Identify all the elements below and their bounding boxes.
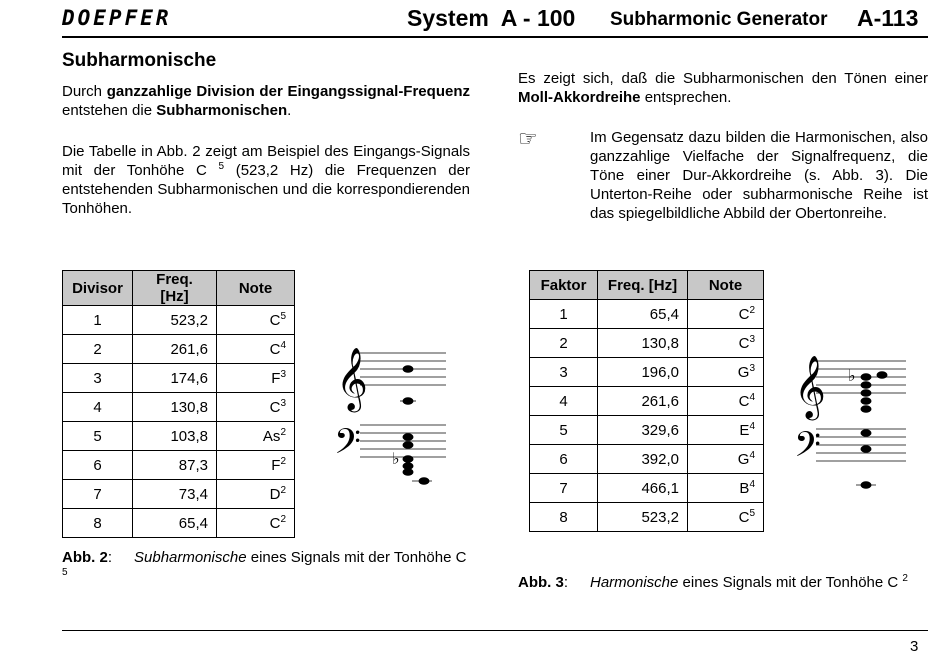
figure-3-caption xyxy=(518,573,930,592)
table-header-row xyxy=(63,271,295,306)
text: entstehen die xyxy=(62,102,157,119)
harmonics-staff-notation xyxy=(790,345,910,495)
cell-index: 8 xyxy=(530,503,598,532)
table-row xyxy=(530,387,764,416)
cell-frequency: 65,4 xyxy=(133,509,217,538)
note-g3 xyxy=(861,429,872,437)
cell-note xyxy=(217,335,295,364)
cell-note xyxy=(688,329,764,358)
label-text: Abb. 2 xyxy=(62,549,108,566)
table-description-paragraph xyxy=(62,142,470,218)
cell-frequency: 466,1 xyxy=(598,474,688,503)
label-colon: : xyxy=(107,549,113,566)
cell-note xyxy=(688,387,764,416)
label-text: Abb. 3 xyxy=(518,574,564,591)
note-name: F xyxy=(271,369,281,387)
table-row xyxy=(530,445,764,474)
note-name: C xyxy=(738,334,750,352)
note-c5 xyxy=(861,397,872,405)
cell-frequency: 523,2 xyxy=(598,503,688,532)
label-colon: : xyxy=(563,574,569,591)
header-divider xyxy=(62,36,928,38)
cell-note xyxy=(217,451,295,480)
bold-text: Subharmonischen xyxy=(156,102,288,119)
note-d2 xyxy=(403,468,414,476)
cell-frequency: 73,4 xyxy=(133,480,217,509)
cell-frequency: 65,4 xyxy=(598,300,688,329)
table-row xyxy=(63,451,295,480)
column-header: Note xyxy=(217,271,295,306)
page-number: 3 xyxy=(910,638,919,655)
cell-index: 2 xyxy=(63,335,133,364)
table-row xyxy=(63,422,295,451)
note-c3 xyxy=(861,445,872,453)
cell-frequency: 130,8 xyxy=(133,393,217,422)
table-row xyxy=(63,335,295,364)
superscript: 5 xyxy=(218,161,225,172)
cell-note xyxy=(217,364,295,393)
cell-index: 1 xyxy=(63,306,133,335)
text: Die Tabelle in Abb. 2 zeigt am Beispiel des Eingangs-Signals mit der Tonhöhe C xyxy=(62,143,470,179)
cell-note xyxy=(217,480,295,509)
minor-chord-paragraph xyxy=(518,69,928,107)
cell-note xyxy=(688,474,764,503)
note-c2 xyxy=(861,481,872,489)
note-g3-upper xyxy=(861,405,872,413)
note-name: C xyxy=(269,340,281,358)
column-header: Note xyxy=(688,271,764,300)
intro-paragraph xyxy=(62,82,470,120)
treble-clef-icon: 𝄞 xyxy=(336,347,368,410)
text: Es zeigt sich, daß die Subharmonischen den Tönen einer xyxy=(518,70,928,87)
column-header: Faktor xyxy=(530,271,598,300)
cell-index: 3 xyxy=(63,364,133,393)
note-name: As xyxy=(262,427,281,445)
cell-note xyxy=(688,358,764,387)
text: . xyxy=(287,102,292,119)
note-name: B xyxy=(739,479,750,497)
cell-frequency: 174,6 xyxy=(133,364,217,393)
harmonics-table xyxy=(529,270,764,532)
note-f3 xyxy=(403,433,414,441)
note-octave: 3 xyxy=(749,333,755,345)
table-row xyxy=(63,509,295,538)
harmonics-note-paragraph: Im Gegensatz dazu bilden die Harmonischen, also ganzzahlige Vielfache der Signalfrequenz, die Töne einer Dur-Akkordreihe (s. Abb. 3). Die Unterton-Reihe oder subharmonische Reihe ist das spiegelbildliche Abbild der Obertonreihe. xyxy=(590,129,928,222)
note-octave: 3 xyxy=(280,368,286,380)
cell-note xyxy=(217,422,295,451)
cell-note xyxy=(217,393,295,422)
note-octave: 4 xyxy=(749,420,755,432)
cell-frequency: 196,0 xyxy=(598,358,688,387)
note-c5 xyxy=(403,365,414,373)
module-number: A-113 xyxy=(857,5,919,31)
cell-index: 4 xyxy=(530,387,598,416)
note-name: G xyxy=(737,363,750,381)
cell-frequency: 261,6 xyxy=(133,335,217,364)
column-header: Freq. [Hz] xyxy=(133,271,217,306)
column-header: Freq. [Hz] xyxy=(598,271,688,300)
table-header-row xyxy=(530,271,764,300)
cell-index: 6 xyxy=(530,445,598,474)
cell-frequency: 523,2 xyxy=(133,306,217,335)
superscript: 2 xyxy=(902,573,908,584)
module-subtitle: Subharmonic Generator xyxy=(610,9,828,30)
text: entsprechen. xyxy=(640,89,732,106)
note-name: C xyxy=(269,398,281,416)
superscript: 5 xyxy=(62,567,68,578)
note-name: G xyxy=(737,450,750,468)
note-g4 xyxy=(861,373,872,381)
subharmonics-staff-notation xyxy=(330,335,450,495)
section-heading: Subharmonische xyxy=(62,50,217,71)
note-octave: 4 xyxy=(749,449,755,461)
cell-index: 7 xyxy=(530,474,598,503)
table-row xyxy=(63,364,295,393)
system-title: System A - 100 xyxy=(407,5,576,31)
table-row xyxy=(530,329,764,358)
italic-text: Harmonische xyxy=(590,574,679,591)
note-name: C xyxy=(738,305,750,323)
cell-note xyxy=(688,445,764,474)
note-c3 xyxy=(403,441,414,449)
table-row xyxy=(63,480,295,509)
treble-clef-icon: 𝄞 xyxy=(794,355,826,418)
note-c4 xyxy=(403,397,414,405)
bold-text: ganzzahlige Division der Eingangssignal-Frequenz xyxy=(106,83,470,100)
note-octave: 2 xyxy=(280,426,286,438)
note-name: C xyxy=(738,508,750,526)
italic-text: Subharmonische xyxy=(134,549,247,566)
note-e4 xyxy=(861,381,872,389)
note-octave: 4 xyxy=(749,478,755,490)
footer-divider xyxy=(62,630,928,631)
table-row xyxy=(63,393,295,422)
note-octave: 2 xyxy=(280,513,286,525)
cell-frequency: 103,8 xyxy=(133,422,217,451)
text: eines Signals mit der Tonhöhe C xyxy=(678,574,903,591)
cell-index: 6 xyxy=(63,451,133,480)
caption-label xyxy=(62,548,134,567)
cell-index: 5 xyxy=(63,422,133,451)
caption-label xyxy=(518,573,590,592)
subharmonics-table xyxy=(62,270,295,538)
note-octave: 3 xyxy=(280,397,286,409)
cell-note xyxy=(688,416,764,445)
bass-staff-lines xyxy=(360,425,446,457)
text: eines Signals mit der Tonhöhe C xyxy=(246,549,467,566)
note-name: C xyxy=(738,392,750,410)
figure-2-caption xyxy=(62,548,472,586)
table-row xyxy=(530,358,764,387)
table-row xyxy=(63,306,295,335)
text: (523,2 Hz) die Frequenzen der entstehenden Subharmonischen und die korrespondierenden Tonhöhen. xyxy=(62,162,470,217)
flat-sign-icon: ♭ xyxy=(848,366,856,385)
note-octave: 3 xyxy=(749,362,755,374)
bass-clef-icon: 𝄢 xyxy=(334,421,362,470)
column-header: Divisor xyxy=(63,271,133,306)
table-row xyxy=(530,300,764,329)
note-name: C xyxy=(269,311,281,329)
note-octave: 2 xyxy=(280,455,286,467)
note-as2 xyxy=(403,455,414,463)
note-c4 xyxy=(861,389,872,397)
table-row xyxy=(530,416,764,445)
note-name: F xyxy=(271,456,281,474)
note-octave: 5 xyxy=(280,310,286,322)
text: Durch xyxy=(62,83,107,100)
cell-note xyxy=(217,306,295,335)
cell-index: 2 xyxy=(530,329,598,358)
cell-index: 8 xyxy=(63,509,133,538)
note-octave: 5 xyxy=(749,507,755,519)
note-b4 xyxy=(877,371,888,379)
cell-frequency: 261,6 xyxy=(598,387,688,416)
cell-index: 4 xyxy=(63,393,133,422)
note-name: E xyxy=(739,421,750,439)
table-row xyxy=(530,474,764,503)
pointing-hand-icon: ☞ xyxy=(518,126,538,151)
note-name: C xyxy=(269,514,281,532)
cell-index: 3 xyxy=(530,358,598,387)
cell-index: 1 xyxy=(530,300,598,329)
bass-clef-icon: 𝄢 xyxy=(794,424,822,473)
cell-frequency: 130,8 xyxy=(598,329,688,358)
table-row xyxy=(530,503,764,532)
doepfer-logo: DOEPFER xyxy=(62,6,172,30)
cell-index: 7 xyxy=(63,480,133,509)
note-octave: 4 xyxy=(749,391,755,403)
note-octave: 2 xyxy=(749,304,755,316)
cell-frequency: 392,0 xyxy=(598,445,688,474)
flat-sign-icon: ♭ xyxy=(392,449,400,468)
bold-text: Moll-Akkordreihe xyxy=(518,89,641,106)
note-octave: 4 xyxy=(280,339,286,351)
cell-frequency: 329,6 xyxy=(598,416,688,445)
note-octave: 2 xyxy=(280,484,286,496)
cell-note xyxy=(217,509,295,538)
cell-note xyxy=(688,503,764,532)
note-c2 xyxy=(419,477,430,485)
cell-index: 5 xyxy=(530,416,598,445)
cell-frequency: 87,3 xyxy=(133,451,217,480)
note-name: D xyxy=(269,485,281,503)
cell-note xyxy=(688,300,764,329)
